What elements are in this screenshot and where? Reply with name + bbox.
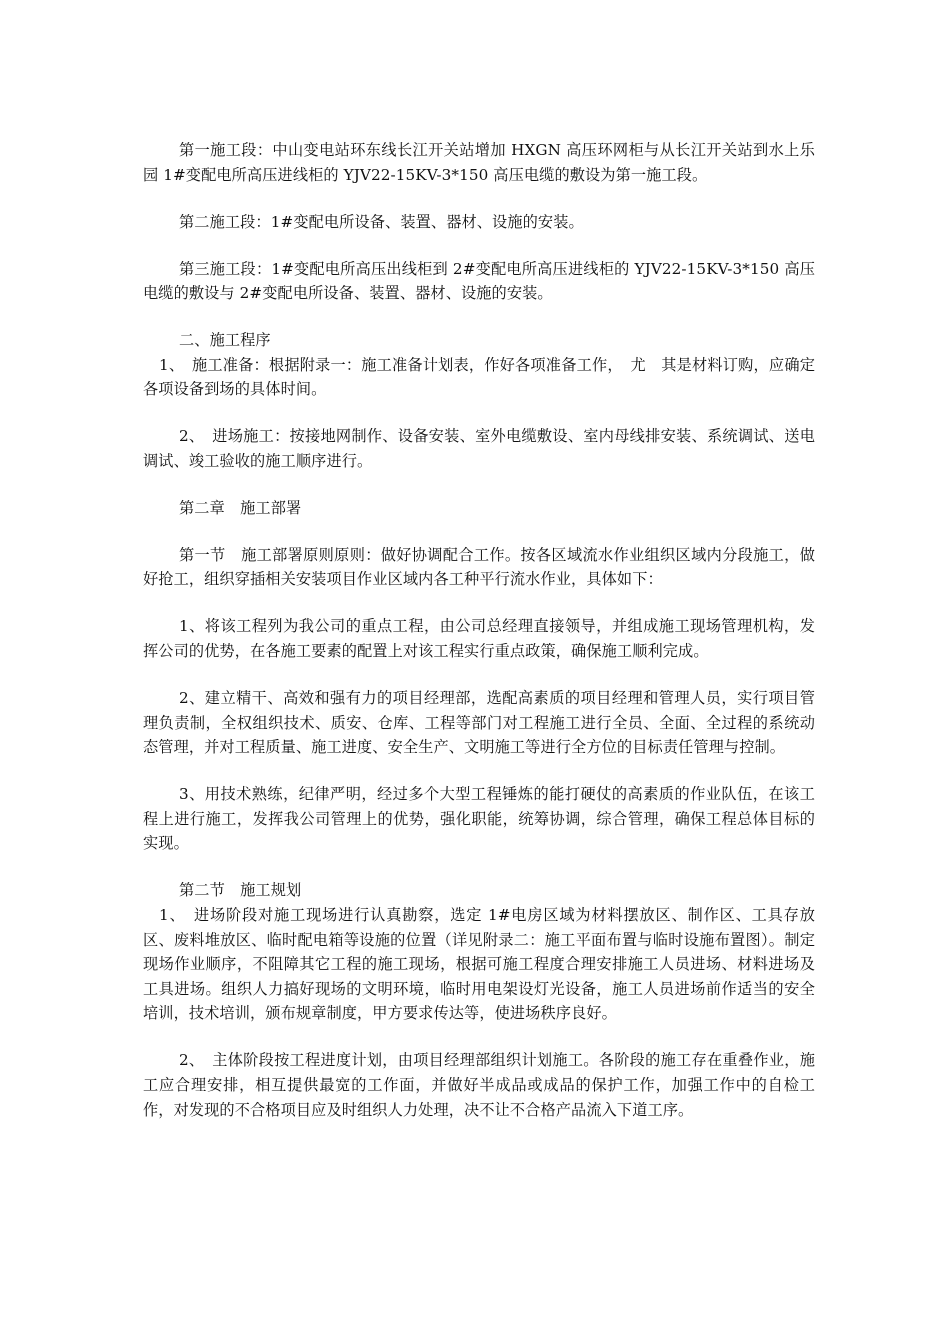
principle-item-3: 3、用技术熟练，纪律严明，经过多个大型工程锤炼的能打硬仗的高素质的作业队伍，在该工程上进行施工，发挥我公司管理上的优势，强化职能，统筹协调，综合管理，确保工程总体目标的实现。 (143, 785, 815, 853)
list-item-site-construction: 2、 进场施工：按接地网制作、设备安装、室外电缆敷设、室内母线排安装、系统调试、送电调试、竣工验收的施工顺序进行。 (143, 427, 815, 470)
paragraph-stage-two: 第二施工段：1#变配电所设备、装置、器材、设施的安装。 (179, 212, 584, 231)
list-item-preparation: 1、 施工准备：根据附录一：施工准备计划表，作好各项准备工作， 尤 其是材料订购，应确定各项设备到场的具体时间。 (143, 355, 815, 399)
planning-item-2: 2、 主体阶段按工程进度计划，由项目经理部组织计划施工。各阶段的施工存在重叠作业，施工应合理安排，相互提供最宽的工作面，并做好半成品或成品的保护工作，加强工作中的自检工作，对发现的不合格项目应及时组织人力处理，决不让不合格产品流入下道工序。 (143, 1051, 815, 1119)
heading-construction-procedure: 二、施工程序 (179, 331, 271, 350)
section-one-principles: 第一节 施工部署原则原则：做好协调配合工作。按各区域流水作业组织区域内分段施工，做好抢工，组织穿插相关安装项目作业区域内各工种平行流水作业，具体如下： (143, 545, 815, 589)
paragraph-stage-three: 第三施工段：1#变配电所高压出线柜到 2#变配电所高压进线柜的 YJV22-15KV-3*150 高压电缆的敷设与 2#变配电所设备、装置、器材、设施的安装。 (143, 259, 815, 303)
document-page (143, 138, 815, 1122)
principle-item-2: 2、建立精干、高效和强有力的项目经理部，选配高素质的项目经理和管理人员，实行项目管理负责制，全权组织技术、质安、仓库、工程等部门对工程施工进行全员、全面、全过程的系统动态管理，并对工程质量、施工进度、安全生产、文明施工等进行全方位的目标责任管理与控制。 (143, 689, 815, 757)
planning-item-1: 1、 进场阶段对施工现场进行认真勘察，选定 1#电房区域为材料摆放区、制作区、工具存放区、废料堆放区、临时配电箱等设施的位置（详见附录二：施工平面布置与临时设施布置图）。制定现场作业顺序，不阻障其它工程的施工现场，根据可施工程度合理安排施工人员进场、材料进场及工具进场。组织人力搞好现场的文明环境，临时用电架设灯光设备，施工人员进场前作适当的安全培训，技术培训，颁布规章制度，甲方要求传达等，使进场秩序良好。 (143, 905, 815, 1023)
paragraph-stage-one: 第一施工段：中山变电站环东线长江开关站增加 HXGN 高压环网柜与从长江开关站到水上乐园 1#变配电所高压进线柜的 YJV22-15KV-3*150 高压电缆的敷设为第一施工段。 (143, 141, 815, 184)
principle-item-1: 1、将该工程列为我公司的重点工程，由公司总经理直接领导，并组成施工现场管理机构，发挥公司的优势，在各施工要素的配置上对该工程实行重点政策，确保施工顺利完成。 (143, 617, 815, 661)
section-two-heading: 第二节 施工规划 (179, 881, 302, 900)
chapter-title: 第二章 施工部署 (179, 498, 302, 517)
